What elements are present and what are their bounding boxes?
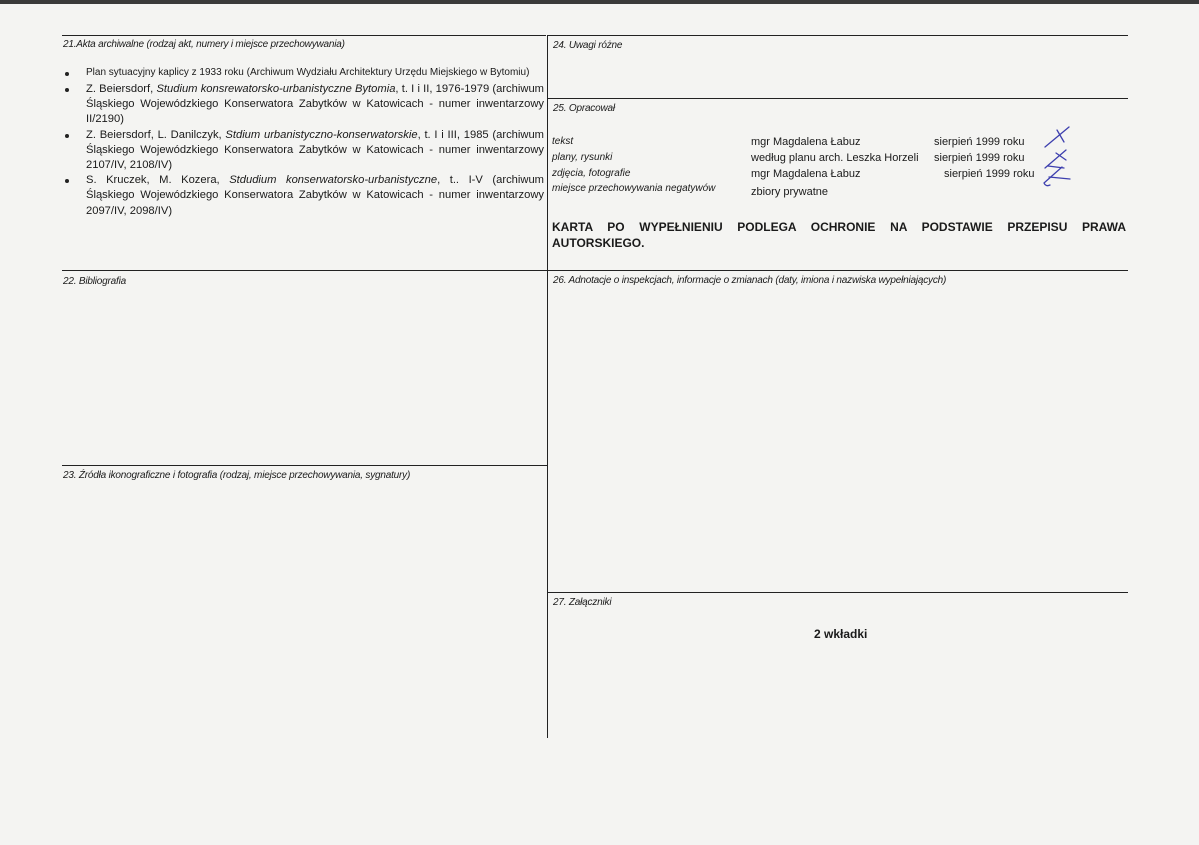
section-27-label: 27. Załączniki xyxy=(553,597,612,608)
list-item: Plan sytuacyjny kaplicy z 1933 roku (Archiwum Wydziału Architektury Urzędu Miejskiego w Bytomiu) xyxy=(62,66,544,80)
row-author: według planu arch. Leszka Horzeli xyxy=(751,152,919,164)
row-author: mgr Magdalena Łabuz xyxy=(751,136,861,148)
list-item: Z. Beiersdorf, L. Danilczyk, Stdium urbanistyczno-konserwatorskie, t. I i III, 1985 (archiwum Śląskiego Wojewódzkiego Konserwatora Zabytków w Katowicach - numer inwentarzowy 2107/IV, 2108/IV) xyxy=(62,128,544,174)
prepared-row-negatives xyxy=(552,184,1122,200)
list-item: Z. Beiersdorf, Studium konsrewatorsko-urbanistyczne Bytomia, t. I i II, 1976-1979 (archiwum Śląskiego Wojewódzkiego Konserwatora Zabytków w Katowicach - numer inwentarzowy II/2190) xyxy=(62,82,544,128)
row-label: miejsce przechowywania negatywów xyxy=(552,183,716,194)
prepared-row-text xyxy=(552,136,1122,152)
section-22-label: 22. Bibliografia xyxy=(63,276,126,287)
row-author: zbiory prywatne xyxy=(751,186,829,198)
section-26-label: 26. Adnotacje o inspekcjach, informacje o zmianach (daty, imiona i nazwiska wypełniających) xyxy=(553,275,947,286)
top-rule-left xyxy=(62,35,546,36)
prepared-row-plans xyxy=(552,152,1122,168)
top-rule-right xyxy=(548,35,1128,36)
row-label: zdjęcia, fotografie xyxy=(552,168,631,179)
row-date: sierpień 1999 roku xyxy=(934,152,1025,164)
row-label: tekst xyxy=(552,136,574,147)
attachments-value: 2 wkładki xyxy=(814,627,868,641)
section-24-label: 24. Uwagi różne xyxy=(553,40,623,51)
row-date: sierpień 1999 roku xyxy=(934,136,1025,148)
center-divider xyxy=(547,35,548,738)
rule-22-23 xyxy=(62,465,547,466)
rule-26-27 xyxy=(548,592,1128,593)
rule-24-25 xyxy=(548,98,1128,99)
row-date: sierpień 1999 roku xyxy=(944,168,1035,180)
prepared-row-photos xyxy=(552,168,1122,184)
section-23-label: 23. Źródła ikonograficzne i fotografia (rodzaj, miejsce przechowywania, sygnatury) xyxy=(63,470,411,481)
scan-top-edge xyxy=(0,0,1199,4)
copyright-notice: KARTA PO WYPEŁNIENIU PODLEGA OCHRONIE NA PODSTAWIE PRZEPISU PRAWA AUTORSKIEGO. xyxy=(552,220,1126,250)
section-25-label: 25. Opracował xyxy=(553,103,615,114)
section-21-label: 21.Akta archiwalne (rodzaj akt, numery i miejsce przechowywania) xyxy=(63,39,345,50)
archival-records-list xyxy=(62,66,544,219)
list-item: S. Kruczek, M. Kozera, Stdudium konserwatorsko-urbanistyczne, t.. I-V (archiwum Śląskiego Wojewódzkiego Konserwatora Zabytków w Katowicach - numer inwentarzowy 2097/IV, 2098/IV) xyxy=(62,173,544,219)
row-label: plany, rysunki xyxy=(552,152,613,163)
rule-21-22 xyxy=(62,270,1128,271)
pen-tick-icon xyxy=(1040,163,1074,189)
row-author: mgr Magdalena Łabuz xyxy=(751,168,861,180)
